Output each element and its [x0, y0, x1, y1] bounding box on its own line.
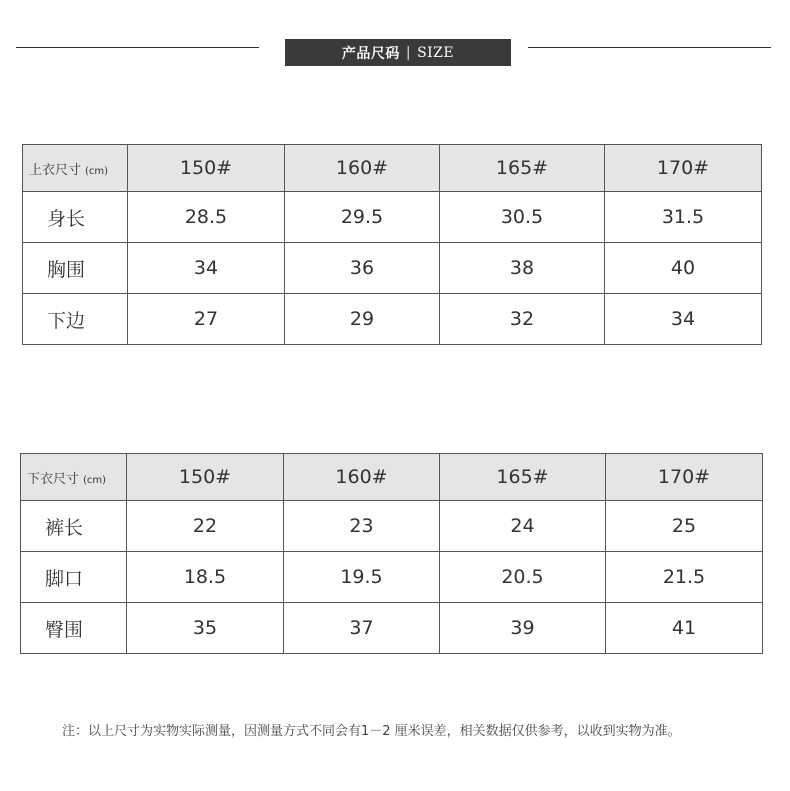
row-label: 臀围	[21, 603, 127, 654]
table-cell: 29.5	[285, 192, 440, 243]
table-cell: 21.5	[606, 552, 763, 603]
header-rule-right	[528, 47, 771, 48]
table-corner-label: 下衣尺寸 (cm)	[21, 454, 127, 501]
column-header: 150#	[128, 145, 285, 192]
table-row	[23, 243, 762, 294]
title-english: SIZE	[417, 44, 455, 61]
table-cell: 32	[440, 294, 605, 345]
bottom-size-table	[20, 453, 763, 654]
table-cell: 29	[285, 294, 440, 345]
table-row	[21, 552, 763, 603]
table-cell: 35	[127, 603, 284, 654]
table-cell: 34	[128, 243, 285, 294]
column-header: 165#	[440, 145, 605, 192]
table-cell: 39	[440, 603, 606, 654]
column-header: 170#	[605, 145, 762, 192]
table-cell: 30.5	[440, 192, 605, 243]
column-header: 165#	[440, 454, 606, 501]
title-separator: |	[405, 44, 412, 61]
table-cell: 41	[606, 603, 763, 654]
table-cell: 37	[284, 603, 440, 654]
row-label: 身长	[23, 192, 128, 243]
table-cell: 28.5	[128, 192, 285, 243]
row-label: 脚口	[21, 552, 127, 603]
title-chinese: 产品尺码	[341, 45, 400, 62]
table-cell: 25	[606, 501, 763, 552]
measurement-note: 注：以上尺寸为实物实际测量，因测量方式不同会有1－2 厘米误差，相关数据仅供参考，以收到实物为准。	[62, 724, 681, 739]
table-row	[21, 603, 763, 654]
row-label: 下边	[23, 294, 128, 345]
table-cell: 23	[284, 501, 440, 552]
column-header: 150#	[127, 454, 284, 501]
column-header: 170#	[606, 454, 763, 501]
table-row	[21, 501, 763, 552]
column-header: 160#	[284, 454, 440, 501]
table-cell: 18.5	[127, 552, 284, 603]
row-label: 裤长	[21, 501, 127, 552]
table-cell: 31.5	[605, 192, 762, 243]
table-header-row	[21, 454, 763, 501]
table-row	[23, 192, 762, 243]
table-cell: 20.5	[440, 552, 606, 603]
table-cell: 36	[285, 243, 440, 294]
header-rule-left	[16, 47, 259, 48]
table-corner-label: 上衣尺寸 (cm)	[23, 145, 128, 192]
top-size-table	[22, 144, 762, 345]
table-cell: 27	[128, 294, 285, 345]
table-header-row	[23, 145, 762, 192]
table-cell: 24	[440, 501, 606, 552]
table-cell: 34	[605, 294, 762, 345]
table-cell: 38	[440, 243, 605, 294]
page-title	[285, 39, 511, 66]
table-cell: 22	[127, 501, 284, 552]
column-header: 160#	[285, 145, 440, 192]
table-cell: 40	[605, 243, 762, 294]
row-label: 胸围	[23, 243, 128, 294]
table-cell: 19.5	[284, 552, 440, 603]
table-row	[23, 294, 762, 345]
